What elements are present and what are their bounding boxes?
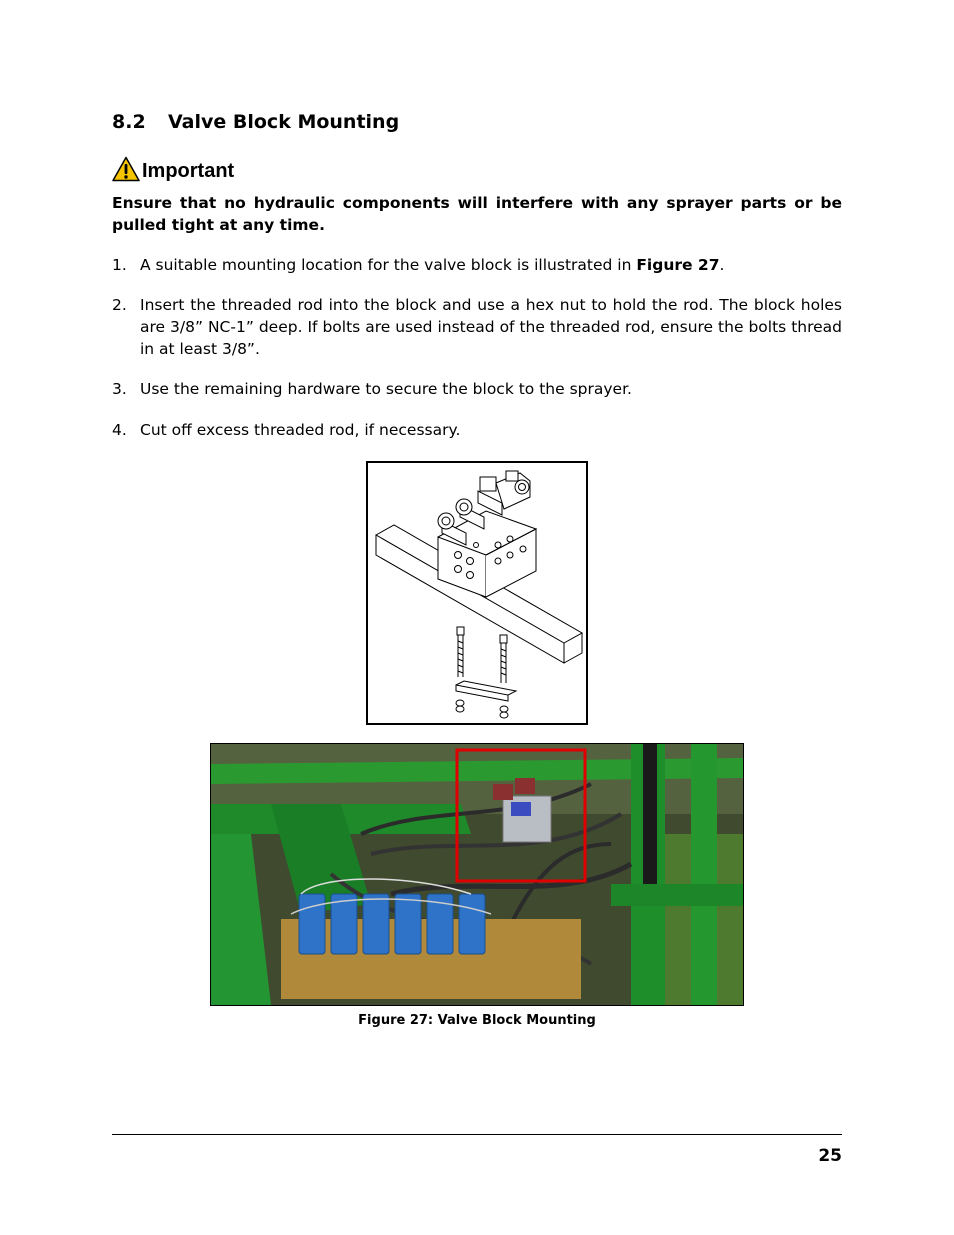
step-number: 2. [112,296,127,314]
step-text [140,254,842,276]
step-1 [112,254,842,276]
step-text: Use the remaining hardware to secure the block to the sprayer. [140,380,632,398]
step-number: 3. [112,380,127,398]
section-title: Valve Block Mounting [168,111,400,133]
step-text: Cut off excess threaded rod, if necessary. [140,421,461,439]
step-4 [112,419,842,441]
warning-icon [112,156,140,186]
section-heading [112,111,399,133]
figure-reference: Figure 27 [636,256,720,274]
step-text-part: A suitable mounting location for the valve block is illustrated in [140,256,637,274]
valve-block-line-drawing [366,461,588,725]
important-text: Ensure that no hydraulic components will interfere with any sprayer parts or be pulled tight at any time. [112,194,842,234]
section-number: 8.2 [112,111,146,133]
sprayer-photo [210,743,744,1006]
step-number: 1. [112,256,127,274]
step-text-part: . [719,256,725,274]
important-callout [112,156,234,186]
page-number: 25 [818,1146,842,1166]
important-label: Important [142,159,235,182]
footer-divider [112,1134,842,1135]
step-number: 4. [112,421,127,439]
figure-caption: Figure 27: Valve Block Mounting [358,1013,596,1028]
step-2 [112,294,842,360]
step-text: Insert the threaded rod into the block and use a hex nut to hold the rod. The block holes are 3/8” NC-1” deep. If bolts are used instead of the threaded rod, ensure the bolts thread in at least 3/8”. [140,296,842,358]
step-3 [112,378,842,400]
